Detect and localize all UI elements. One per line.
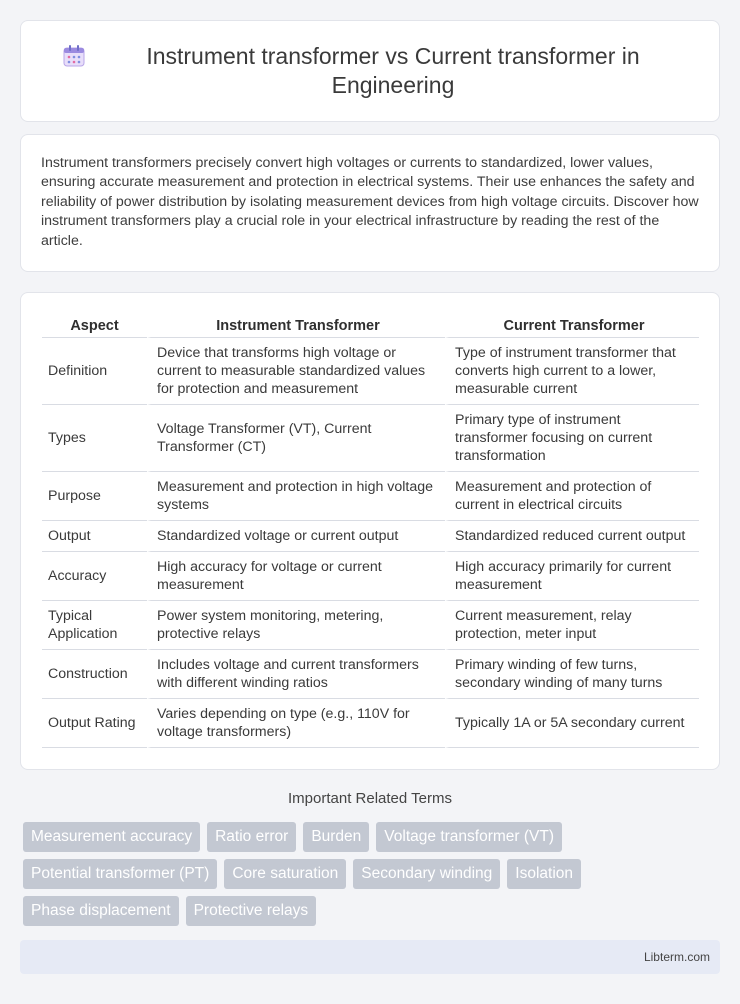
cell-instrument: Power system monitoring, metering, protective relays (147, 601, 445, 650)
cell-instrument: Measurement and protection in high voltage systems (147, 472, 445, 521)
cell-aspect: Output Rating (42, 699, 147, 748)
cell-aspect: Accuracy (42, 552, 147, 601)
footer-site-link[interactable]: Libterm.com (643, 950, 710, 964)
cell-current: Current measurement, relay protection, meter input (445, 601, 699, 650)
cell-aspect: Output (42, 521, 147, 552)
intro-card (20, 134, 720, 272)
title-card (20, 20, 720, 122)
calendar-icon (61, 43, 87, 69)
tag-row (23, 896, 723, 926)
tag-core-saturation[interactable]: Core saturation (224, 859, 346, 889)
cell-current: Typically 1A or 5A secondary current (445, 699, 699, 748)
related-terms-title: Important Related Terms (288, 790, 452, 807)
table-row (42, 699, 699, 748)
intro-paragraph: Instrument transformers precisely convert high voltages or currents to standardized, lower values, ensuring accurate measurement and protection in electrical systems. Their use enhances the safety and reliability of power distribution by isolating measurement devices from high voltage circuits. Discover how instrument transformers play a crucial role in your electrical infrastructure by reading the rest of the article. (41, 155, 699, 249)
cell-current: Type of instrument transformer that converts high current to a lower, measurable current (445, 338, 699, 405)
header-aspect: Aspect (42, 315, 147, 338)
tag-secondary-winding[interactable]: Secondary winding (353, 859, 500, 889)
cell-current: High accuracy primarily for current measurement (445, 552, 699, 601)
cell-instrument: High accuracy for voltage or current measurement (147, 552, 445, 601)
tag-measurement-accuracy[interactable]: Measurement accuracy (23, 822, 200, 852)
table-row (42, 552, 699, 601)
table-header-row (42, 315, 699, 338)
header-instrument-transformer: Instrument Transformer (147, 315, 445, 338)
tag-ratio-error[interactable]: Ratio error (207, 822, 296, 852)
cell-instrument: Standardized voltage or current output (147, 521, 445, 552)
footer (20, 940, 720, 974)
cell-aspect: Definition (42, 338, 147, 405)
table-row (42, 405, 699, 472)
cell-instrument: Device that transforms high voltage or current to measurable standardized values for protection and measurement (147, 338, 445, 405)
cell-current: Primary type of instrument transformer focusing on current transformation (445, 405, 699, 472)
tag-phase-displacement[interactable]: Phase displacement (23, 896, 179, 926)
cell-aspect: Construction (42, 650, 147, 699)
table-row (42, 472, 699, 521)
tag-burden[interactable]: Burden (303, 822, 369, 852)
cell-current: Measurement and protection of current in electrical circuits (445, 472, 699, 521)
cell-instrument: Includes voltage and current transformers with different winding ratios (147, 650, 445, 699)
tag-potential-transformer[interactable]: Potential transformer (PT) (23, 859, 217, 889)
cell-aspect: Purpose (42, 472, 147, 521)
cell-instrument: Varies depending on type (e.g., 110V for voltage transformers) (147, 699, 445, 748)
tag-protective-relays[interactable]: Protective relays (186, 896, 317, 926)
cell-aspect: Typical Application (42, 601, 147, 650)
cell-current: Standardized reduced current output (445, 521, 699, 552)
cell-current: Primary winding of few turns, secondary winding of many turns (445, 650, 699, 699)
tag-row (23, 822, 723, 852)
tag-voltage-transformer[interactable]: Voltage transformer (VT) (376, 822, 562, 852)
tag-isolation[interactable]: Isolation (507, 859, 581, 889)
table-row (42, 338, 699, 405)
cell-instrument: Voltage Transformer (VT), Current Transformer (CT) (147, 405, 445, 472)
page-title: Instrument transformer vs Current transformer in Engineering (146, 43, 640, 98)
comparison-card (20, 292, 720, 770)
comparison-table (42, 315, 699, 748)
tag-row (23, 859, 723, 889)
table-row (42, 601, 699, 650)
related-terms-list (23, 822, 723, 933)
header-current-transformer: Current Transformer (445, 315, 699, 338)
table-row (42, 650, 699, 699)
table-row (42, 521, 699, 552)
cell-aspect: Types (42, 405, 147, 472)
